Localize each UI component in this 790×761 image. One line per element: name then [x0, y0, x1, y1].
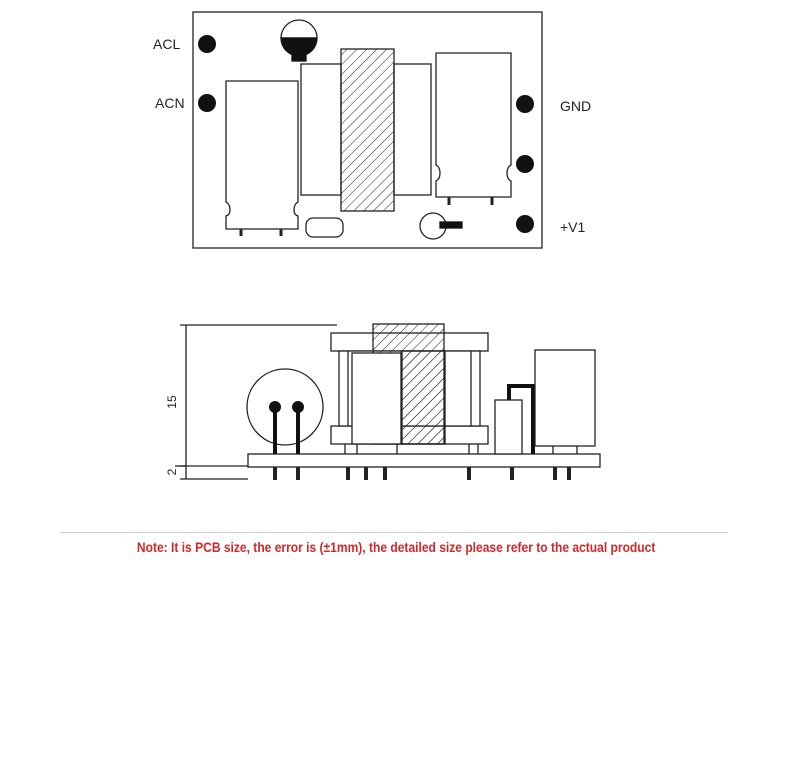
- pin-v1-dot: [516, 215, 534, 233]
- transformer-winding: [352, 353, 401, 444]
- transformer-core: [341, 49, 394, 211]
- transformer-side-right: [394, 64, 431, 195]
- pin-acl-dot: [198, 35, 216, 53]
- pin-v1-label: +V1: [560, 219, 586, 235]
- capacitor-right: [436, 53, 511, 197]
- pcb-thickness-dimension: 2: [165, 468, 179, 476]
- pin-acn-label: ACN: [155, 95, 185, 111]
- capacitor-right-side: [535, 350, 595, 446]
- pcb-board-side: [248, 454, 600, 467]
- electrolytic-cap-side: [247, 369, 323, 445]
- small-component-side: [495, 400, 522, 454]
- top-view: [193, 12, 542, 248]
- pin-gnd-dot: [516, 95, 534, 113]
- side-view: [175, 324, 600, 480]
- fuse: [306, 218, 343, 237]
- capacitor-left: [226, 81, 298, 229]
- pin-acl-label: ACL: [153, 36, 181, 52]
- divider: [60, 532, 728, 533]
- pin-gnd-label: GND: [560, 98, 592, 114]
- transformer-side-left: [301, 64, 341, 195]
- size-note: Note: It is PCB size, the error is (±1mm), the detailed size please refer to the actual product: [136, 539, 656, 555]
- pin-acn-dot: [198, 94, 216, 112]
- height-dimension: 15: [165, 395, 179, 409]
- pin-mid-dot: [516, 155, 534, 173]
